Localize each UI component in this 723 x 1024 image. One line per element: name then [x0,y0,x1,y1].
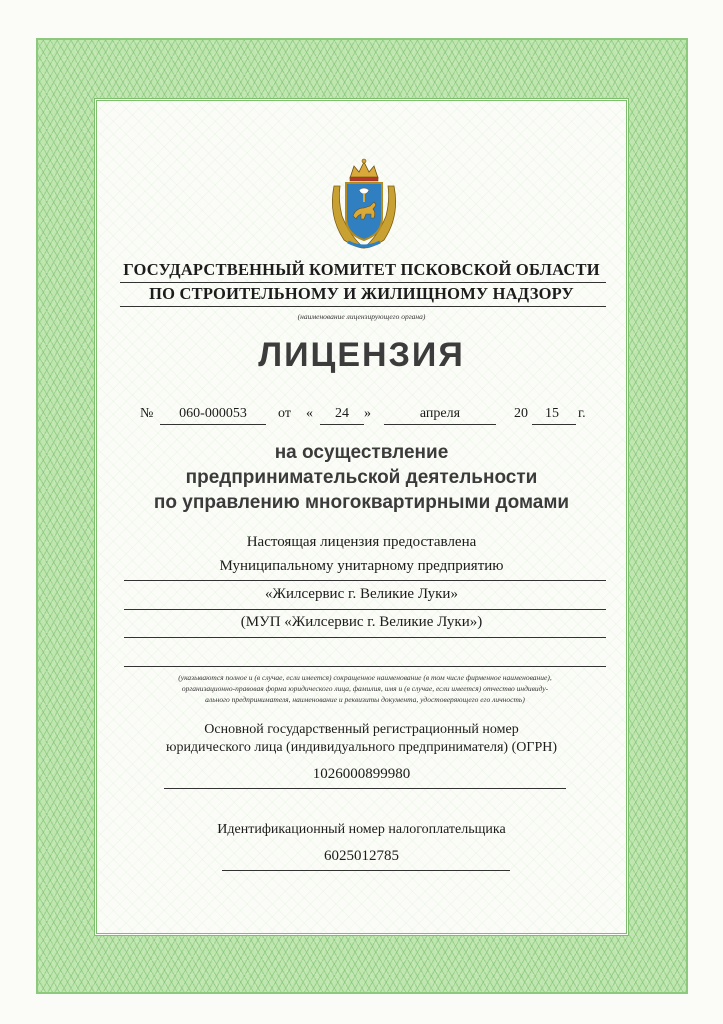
close-quote: » [364,406,371,421]
licensee-caption-2: организационно-правовая форма юридического лица, фамилия, имя и (в случае, если имеется) отчество индивиду- [181,684,549,693]
authority-name-line-1: ГОСУДАРСТВЕННЫЙ КОМИТЕТ ПСКОВСКОЙ ОБЛАСТИ [123,260,600,279]
licensee-underline-3 [124,637,606,638]
authority-underline-2 [120,306,606,307]
licensee-intro: Настоящая лицензия предоставлена [246,534,477,550]
activity-line-1: на осуществление [274,442,449,463]
inn-value: 6025012785 [324,848,399,864]
document-title: ЛИЦЕНЗИЯ [258,336,465,374]
authority-name-line-2: ПО СТРОИТЕЛЬНОМУ И ЖИЛИЩНОМУ НАДЗОРУ [149,284,574,303]
ogrn-label-line-2: юридического лица (индивидуального предпринимателя) (ОГРН) [165,740,558,755]
activity-line-3: по управлению многоквартирными домами [153,492,570,513]
licensee-underline-4 [124,666,606,667]
coat-of-arms-emblem [326,156,402,252]
day-underline [320,424,364,425]
from-label: от [278,406,291,421]
licensee-name-line-2: «Жилсервис г. Великие Луки» [265,586,458,602]
month-underline [384,424,496,425]
licensee-underline-1 [124,580,606,581]
number-sign: № [140,406,154,421]
inn-label: Идентификационный номер налогоплательщика [217,822,506,837]
authority-caption: (наименование лицензирующего органа) [297,312,426,321]
license-number: 060-000053 [179,406,247,421]
licensee-underline-2 [124,609,606,610]
year-label: г. [578,406,586,421]
year-prefix: 20 [514,406,528,421]
license-day: 24 [335,406,349,421]
ogrn-underline [164,788,566,789]
licensee-caption-1: (указываются полное и (в случае, если имеется) сокращенное наименование (в том числе фирменное наименование), [178,673,552,682]
ogrn-label-line-1: Основной государственный регистрационный номер [204,722,519,737]
activity-line-2: предпринимательской деятельности [185,467,538,488]
licensee-name-line-3: (МУП «Жилсервис г. Великие Луки») [240,614,483,630]
open-quote: « [306,406,313,421]
licensee-caption-3: ального предпринимателя, наименование и реквизиты документа, удостоверяющего его личность) [205,695,525,704]
ogrn-value: 1026000899980 [312,766,411,782]
inn-underline [222,870,510,871]
license-year: 15 [545,406,559,421]
license-month: апреля [419,406,461,421]
year-underline [532,424,576,425]
number-underline [160,424,266,425]
authority-underline-1 [120,282,606,283]
licensee-name-line-1: Муниципальному унитарному предприятию [219,558,504,574]
